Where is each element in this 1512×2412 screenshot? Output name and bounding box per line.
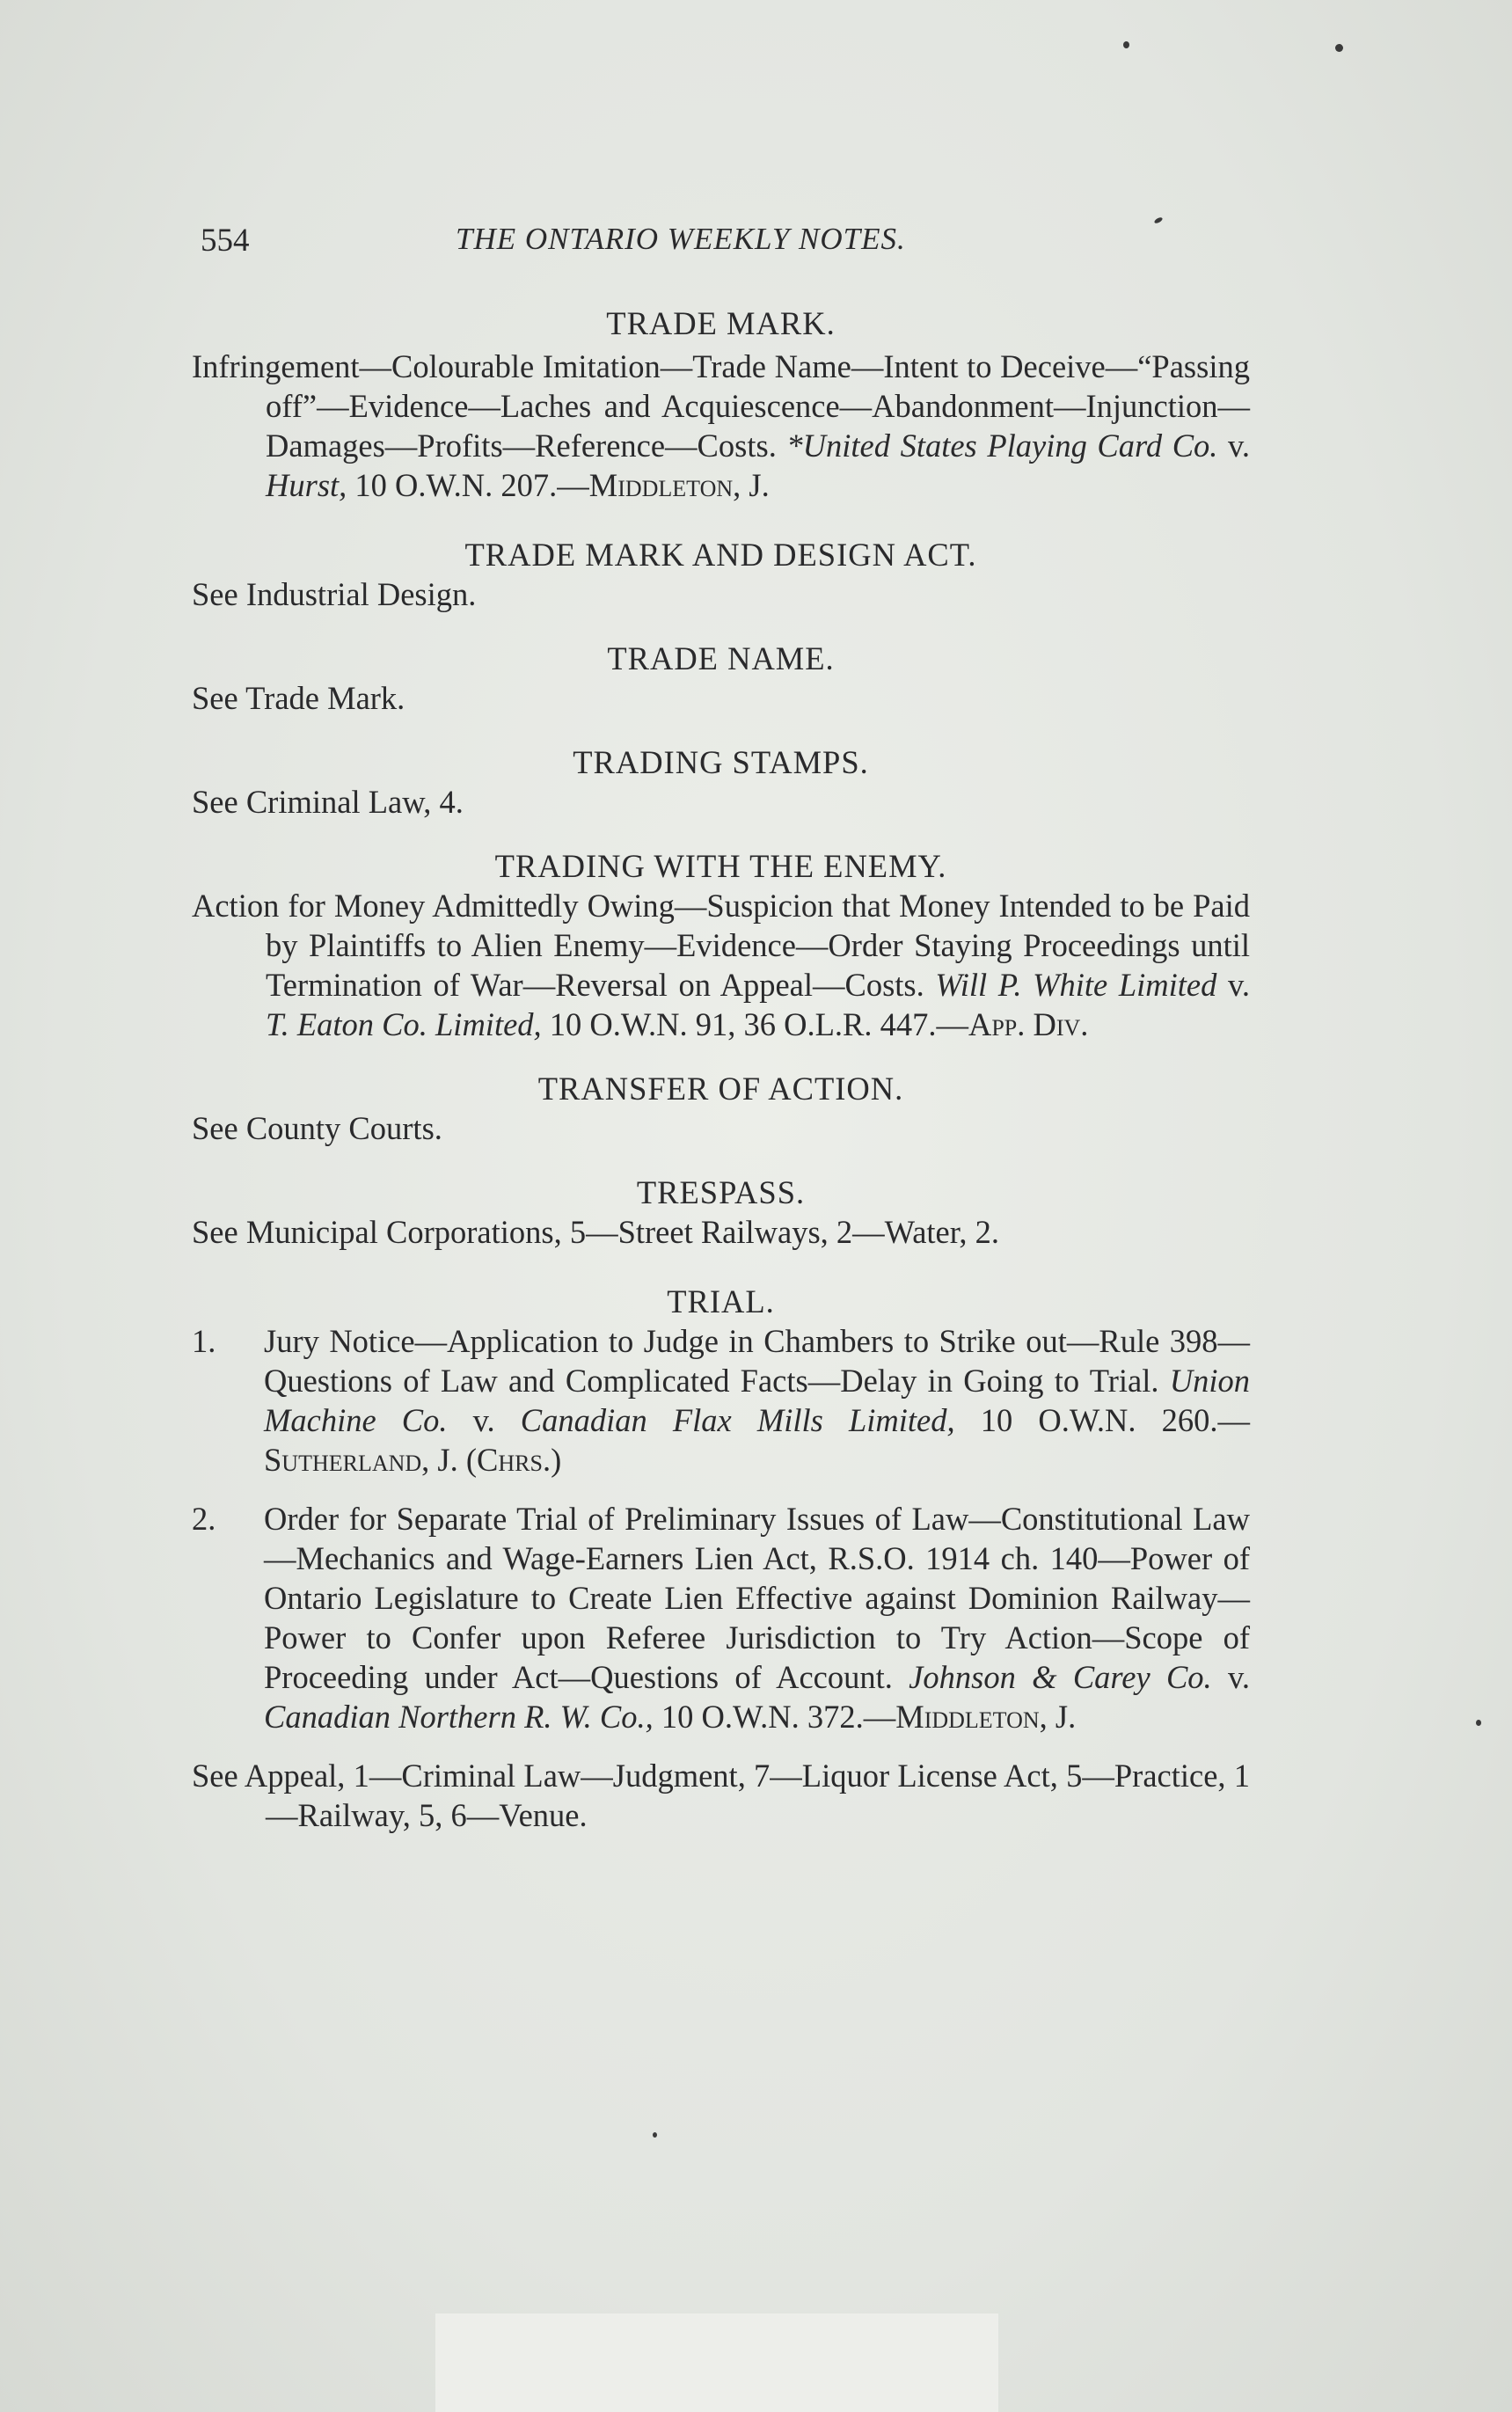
case-name: Canadian Flax Mills Limited, bbox=[520, 1402, 955, 1438]
versus: v. bbox=[447, 1402, 521, 1438]
citation: 10 O.W.N. 207.— bbox=[347, 467, 589, 503]
case-name: Will P. White Limited bbox=[935, 967, 1217, 1003]
entry-text: Action for Money Admittedly Owing—Suspicion that Money Intended to be Paid by Plaintiffs to Alien Enemy—Evidence—Order Staying Proceedings until Termination of War—Reversal on Appeal—Costs. bbox=[192, 888, 1250, 1003]
numbered-entry bbox=[192, 1321, 1250, 1480]
see-reference: See Criminal Law, 4. bbox=[192, 784, 464, 820]
running-head bbox=[201, 222, 1247, 266]
citation-tail: ) bbox=[551, 1442, 562, 1478]
entry-body bbox=[264, 1499, 1250, 1736]
case-name: Hurst, bbox=[266, 467, 347, 503]
versus: v. bbox=[1216, 967, 1250, 1003]
case-name: T. Eaton Co. Limited, bbox=[266, 1006, 542, 1042]
section-heading: TRADING STAMPS. bbox=[573, 744, 869, 780]
paper-patch bbox=[435, 2313, 998, 2412]
versus: v. bbox=[1217, 428, 1250, 464]
case-name: Canadian Northern R. W. Co., bbox=[264, 1699, 654, 1735]
see-reference: See Municipal Corporations, 5—Street Railways, 2—Water, 2. bbox=[192, 1214, 1000, 1250]
entry-body bbox=[264, 1321, 1250, 1480]
citation: 10 O.W.N. 372.— bbox=[653, 1699, 896, 1735]
entry-text: Order for Separate Trial of Preliminary Issues of Law—Constitutional Law—Mechanics and Wage-Earners Lien Act, R.S.O. 1914 ch. 140—Power of Ontario Legislature to Create Lien Effective against Dominion Railway—Power to Confer upon Referee Jurisdiction to Try Action—Scope of Proceeding under Act—Questions of Account. bbox=[264, 1501, 1250, 1695]
judge-name: Middleton bbox=[588, 467, 734, 503]
section-heading: TRADING WITH THE ENEMY. bbox=[494, 848, 947, 884]
running-title: THE ONTARIO WEEKLY NOTES. bbox=[456, 222, 906, 256]
see-reference: See Appeal, 1—Criminal Law—Judgment, 7—Liquor License Act, 5—Practice, 1—Railway, 5, 6—Venue. bbox=[192, 1758, 1250, 1833]
numbered-entry bbox=[192, 1499, 1250, 1736]
section-heading: TRADE MARK AND DESIGN ACT. bbox=[464, 537, 977, 573]
ink-speck bbox=[653, 2132, 657, 2138]
citation-tail: , J. ( bbox=[421, 1442, 478, 1478]
section-heading: TRADE MARK. bbox=[606, 305, 836, 341]
versus: v. bbox=[1211, 1659, 1250, 1695]
judge-name: Middleton bbox=[895, 1699, 1040, 1735]
case-name: Johnson & Carey Co. bbox=[909, 1659, 1212, 1695]
entry-text: Jury Notice—Application to Judge in Chambers to Strike out—Rule 398—Questions of Law and Complicated Facts—Delay in Going to Trial. bbox=[264, 1323, 1250, 1399]
case-name: *United States Playing Card Co. bbox=[786, 428, 1218, 464]
ink-speck bbox=[1123, 41, 1129, 48]
section-heading: TRANSFER OF ACTION. bbox=[537, 1071, 904, 1107]
index-entry bbox=[192, 886, 1250, 1044]
see-reference: See Trade Mark. bbox=[192, 680, 405, 716]
page-number: 554 bbox=[201, 223, 250, 259]
citation: 10 O.W.N. 260.— bbox=[954, 1402, 1251, 1438]
judge-name: Chrs. bbox=[477, 1442, 551, 1478]
ink-speck bbox=[1476, 1720, 1481, 1726]
see-reference: See Industrial Design. bbox=[192, 576, 477, 612]
citation: 10 O.W.N. 91, 36 O.L.R. 447.— bbox=[541, 1006, 968, 1042]
citation-tail: , J. bbox=[1039, 1699, 1077, 1735]
judge-name: Sutherland bbox=[264, 1442, 422, 1478]
entry-text: Infringement—Colourable Imitation—Trade Name—Intent to Deceive—“Passing off”—Evidence—Laches and Acquiescence—Abandonment—Injunction—Damages—Profits—Reference—Costs. bbox=[192, 348, 1250, 464]
section-heading: TRIAL. bbox=[667, 1283, 775, 1319]
section-heading: TRADE NAME. bbox=[607, 640, 835, 676]
entry-number: 1. bbox=[192, 1323, 216, 1359]
ink-speck bbox=[1335, 44, 1343, 52]
citation-tail: , J. bbox=[733, 467, 770, 503]
section-heading: TRESPASS. bbox=[636, 1174, 806, 1210]
case-name: Union Machine Co. bbox=[264, 1363, 1250, 1438]
index-content bbox=[192, 303, 1250, 1835]
judge-name: App. Div. bbox=[968, 1006, 1089, 1042]
index-entry bbox=[192, 347, 1250, 505]
see-reference: See County Courts. bbox=[192, 1110, 442, 1146]
entry-number: 2. bbox=[192, 1501, 216, 1537]
